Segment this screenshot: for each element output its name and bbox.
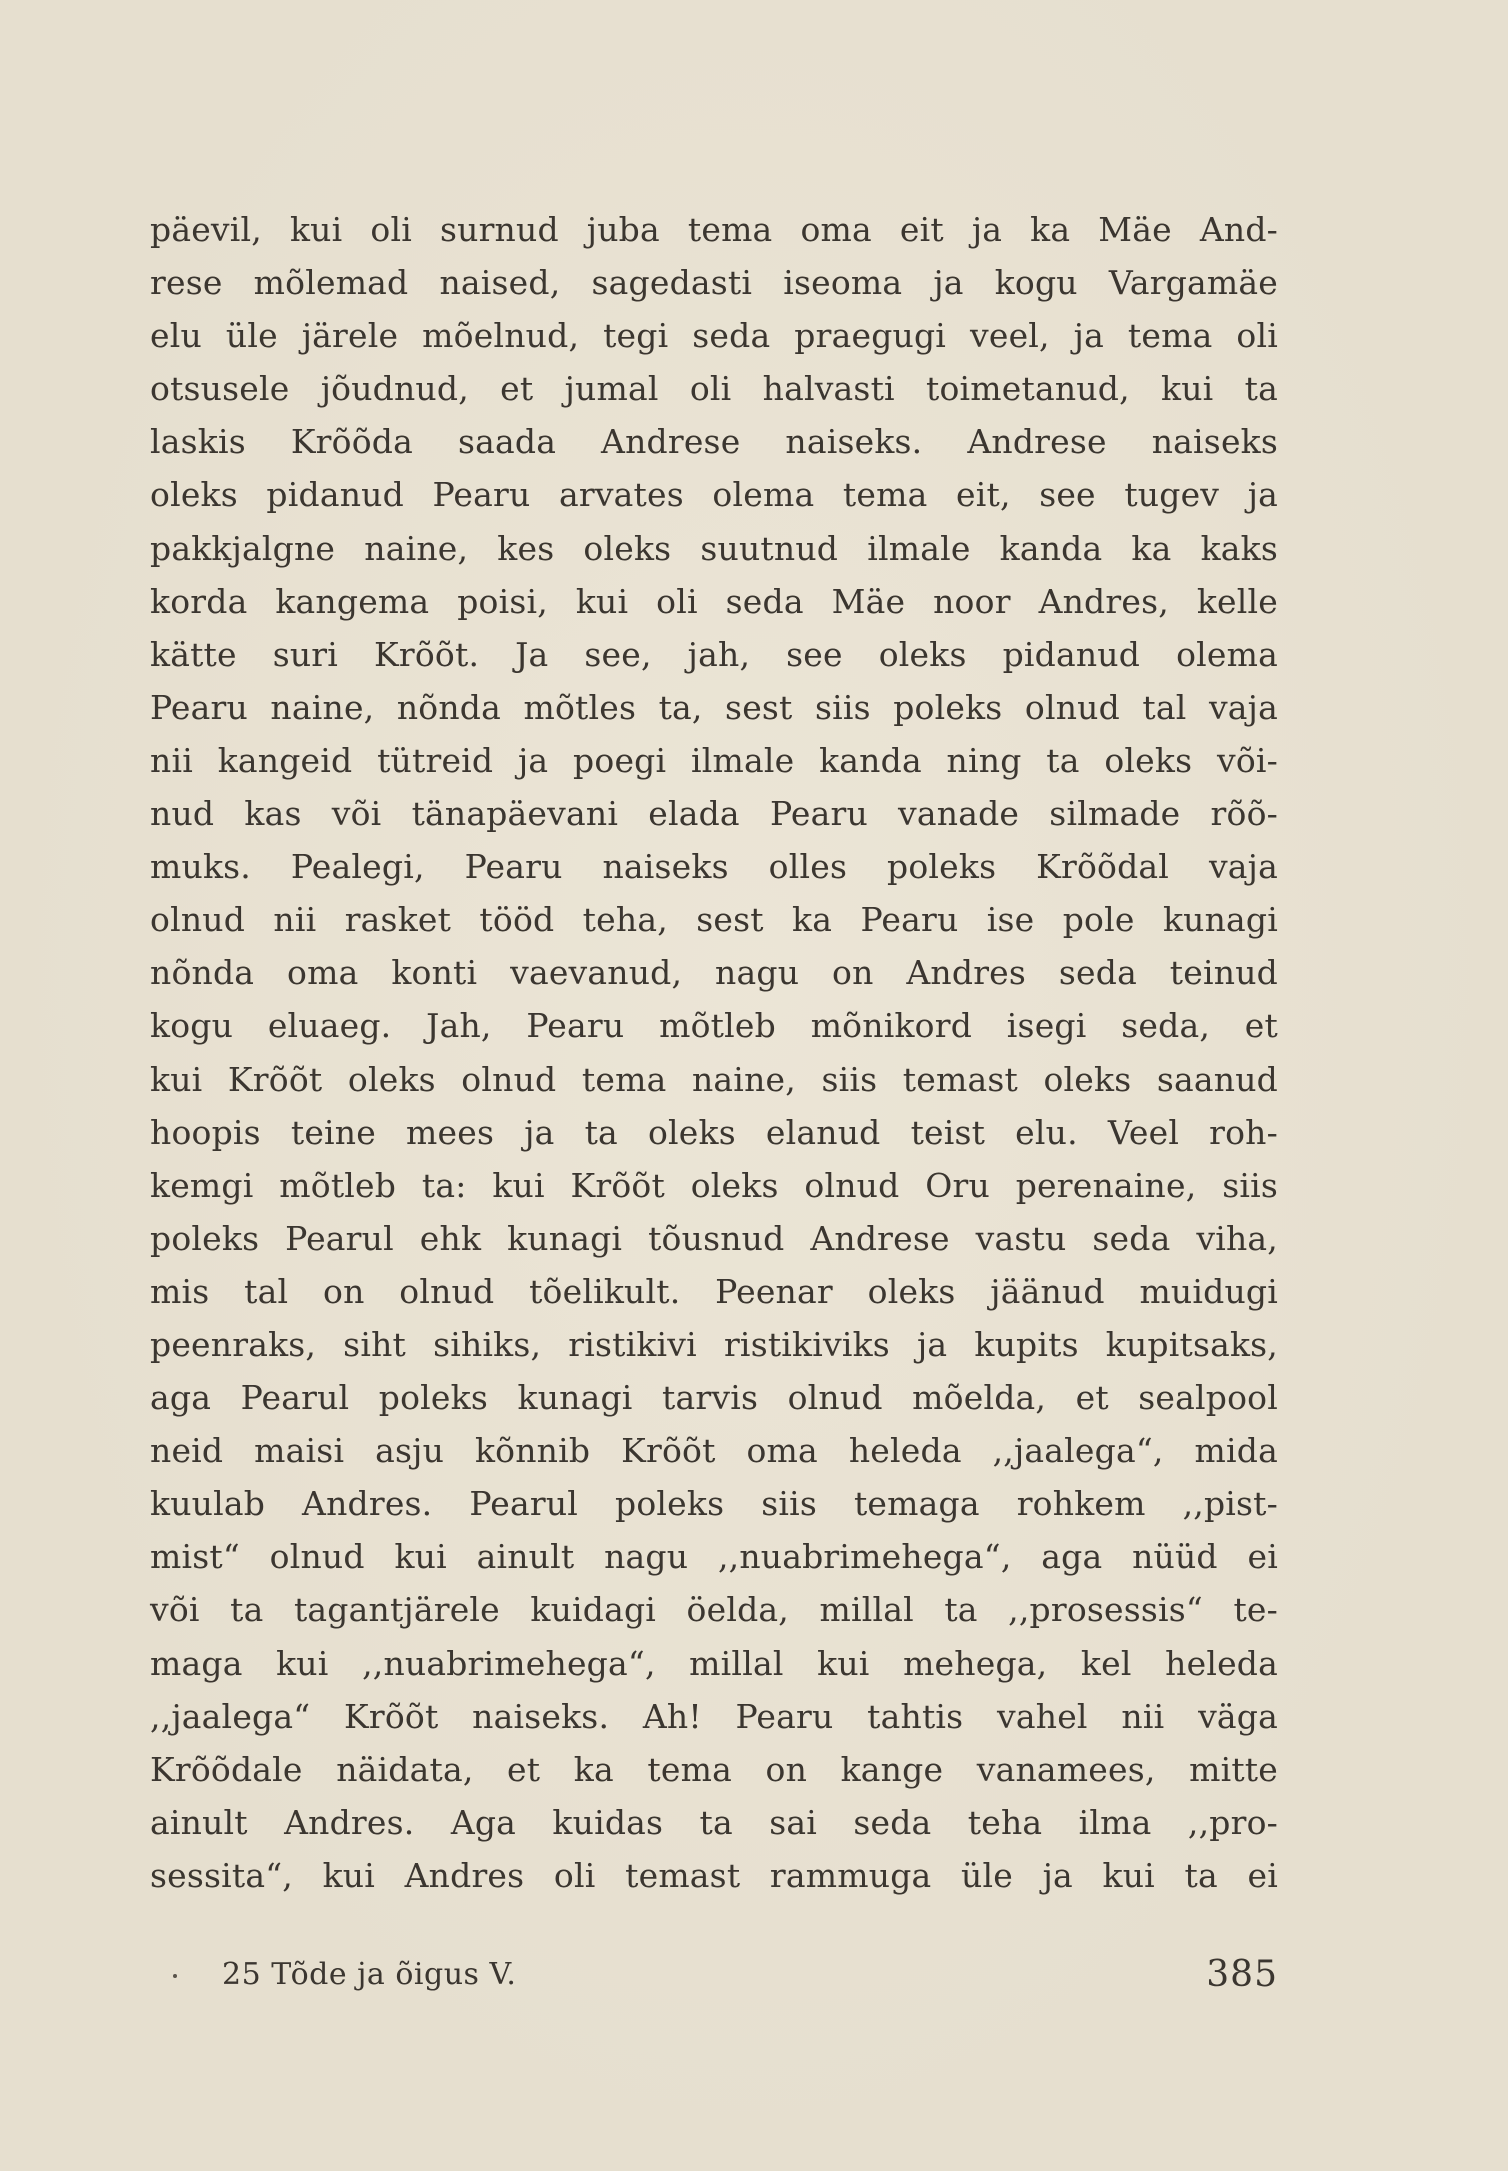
text-line: ainult Andres. Aga kuidas ta sai seda teha ilma ,,pro-	[150, 1802, 1278, 1842]
text-line: olnud nii rasket tööd teha, sest ka Pearu ise pole kunagi	[150, 900, 1278, 940]
text-line: kemgi mõtleb ta: kui Krõõt oleks olnud Oru perenaine, siis	[150, 1165, 1278, 1205]
text-line: maga kui ,,nuabrimehega“, millal kui mehega, kel heleda	[150, 1643, 1278, 1683]
text-line: nud kas või tänapäevani elada Pearu vanade silmade rõõ-	[150, 794, 1278, 834]
text-line: mis tal on olnud tõelikult. Peenar oleks jäänud muidugi	[150, 1271, 1278, 1311]
text-line: korda kangema poisi, kui oli seda Mäe noor Andres, kelle	[150, 581, 1278, 621]
text-line: aga Pearul poleks kunagi tarvis olnud mõelda, et sealpool	[150, 1378, 1278, 1418]
text-line: mist“ olnud kui ainult nagu ,,nuabrimehega“, aga nüüd ei	[150, 1537, 1278, 1577]
text-line: kuulab Andres. Pearul poleks siis temaga rohkem ,,pist-	[150, 1484, 1278, 1524]
text-line: Pearu naine, nõnda mõtles ta, sest siis poleks olnud tal vaja	[150, 687, 1278, 727]
text-line: peenraks, siht sihiks, ristikivi ristikiviks ja kupits kupitsaks,	[150, 1324, 1278, 1364]
text-line: pakkjalgne naine, kes oleks suutnud ilmale kanda ka kaks	[150, 528, 1278, 568]
text-line: nõnda oma konti vaevanud, nagu on Andres seda teinud	[150, 953, 1278, 993]
page-body-text	[150, 203, 1278, 1902]
text-line: otsusele jõudnud, et jumal oli halvasti toimetanud, kui ta	[150, 369, 1278, 409]
text-line: ,,jaalega“ Krõõt naiseks. Ah! Pearu tahtis vahel nii väga	[150, 1696, 1278, 1736]
text-line: nii kangeid tütreid ja poegi ilmale kanda ning ta oleks või-	[150, 740, 1278, 780]
text-line: Krõõdale näidata, et ka tema on kange vanamees, mitte	[150, 1749, 1278, 1789]
text-line: päevil, kui oli surnud juba tema oma eit ja ka Mäe And-	[150, 210, 1278, 249]
text-line: kätte suri Krõõt. Ja see, jah, see oleks pidanud olema	[150, 634, 1278, 674]
text-line: oleks pidanud Pearu arvates olema tema eit, see tugev ja	[150, 475, 1278, 515]
footer-dot-mark	[173, 1974, 177, 1978]
text-line: kui Krõõt oleks olnud tema naine, siis temast oleks saanud	[150, 1059, 1278, 1099]
text-line: neid maisi asju kõnnib Krõõt oma heleda ,,jaalega“, mida	[150, 1431, 1278, 1471]
text-line: kogu eluaeg. Jah, Pearu mõtleb mõnikord isegi seda, et	[150, 1006, 1278, 1046]
text-line: rese mõlemad naised, sagedasti iseoma ja kogu Vargamäe	[150, 263, 1278, 303]
page-footer	[150, 1950, 1278, 2000]
text-line: muks. Pealegi, Pearu naiseks olles poleks Krõõdal vaja	[150, 847, 1278, 887]
text-line: laskis Krõõda saada Andrese naiseks. Andrese naiseks	[150, 422, 1278, 462]
page-number: 385	[1206, 1954, 1278, 1995]
printer-signature: 25 Tõde ja õigus V.	[222, 1957, 517, 1992]
text-line: või ta tagantjärele kuidagi öelda, millal ta ,,prosessis“ te-	[150, 1590, 1278, 1630]
text-line: hoopis teine mees ja ta oleks elanud teist elu. Veel roh-	[150, 1112, 1278, 1152]
text-line: elu üle järele mõelnud, tegi seda praegugi veel, ja tema oli	[150, 316, 1278, 356]
text-line: poleks Pearul ehk kunagi tõusnud Andrese vastu seda viha,	[150, 1218, 1278, 1258]
text-line: sessita“, kui Andres oli temast rammuga üle ja kui ta ei	[150, 1855, 1278, 1895]
